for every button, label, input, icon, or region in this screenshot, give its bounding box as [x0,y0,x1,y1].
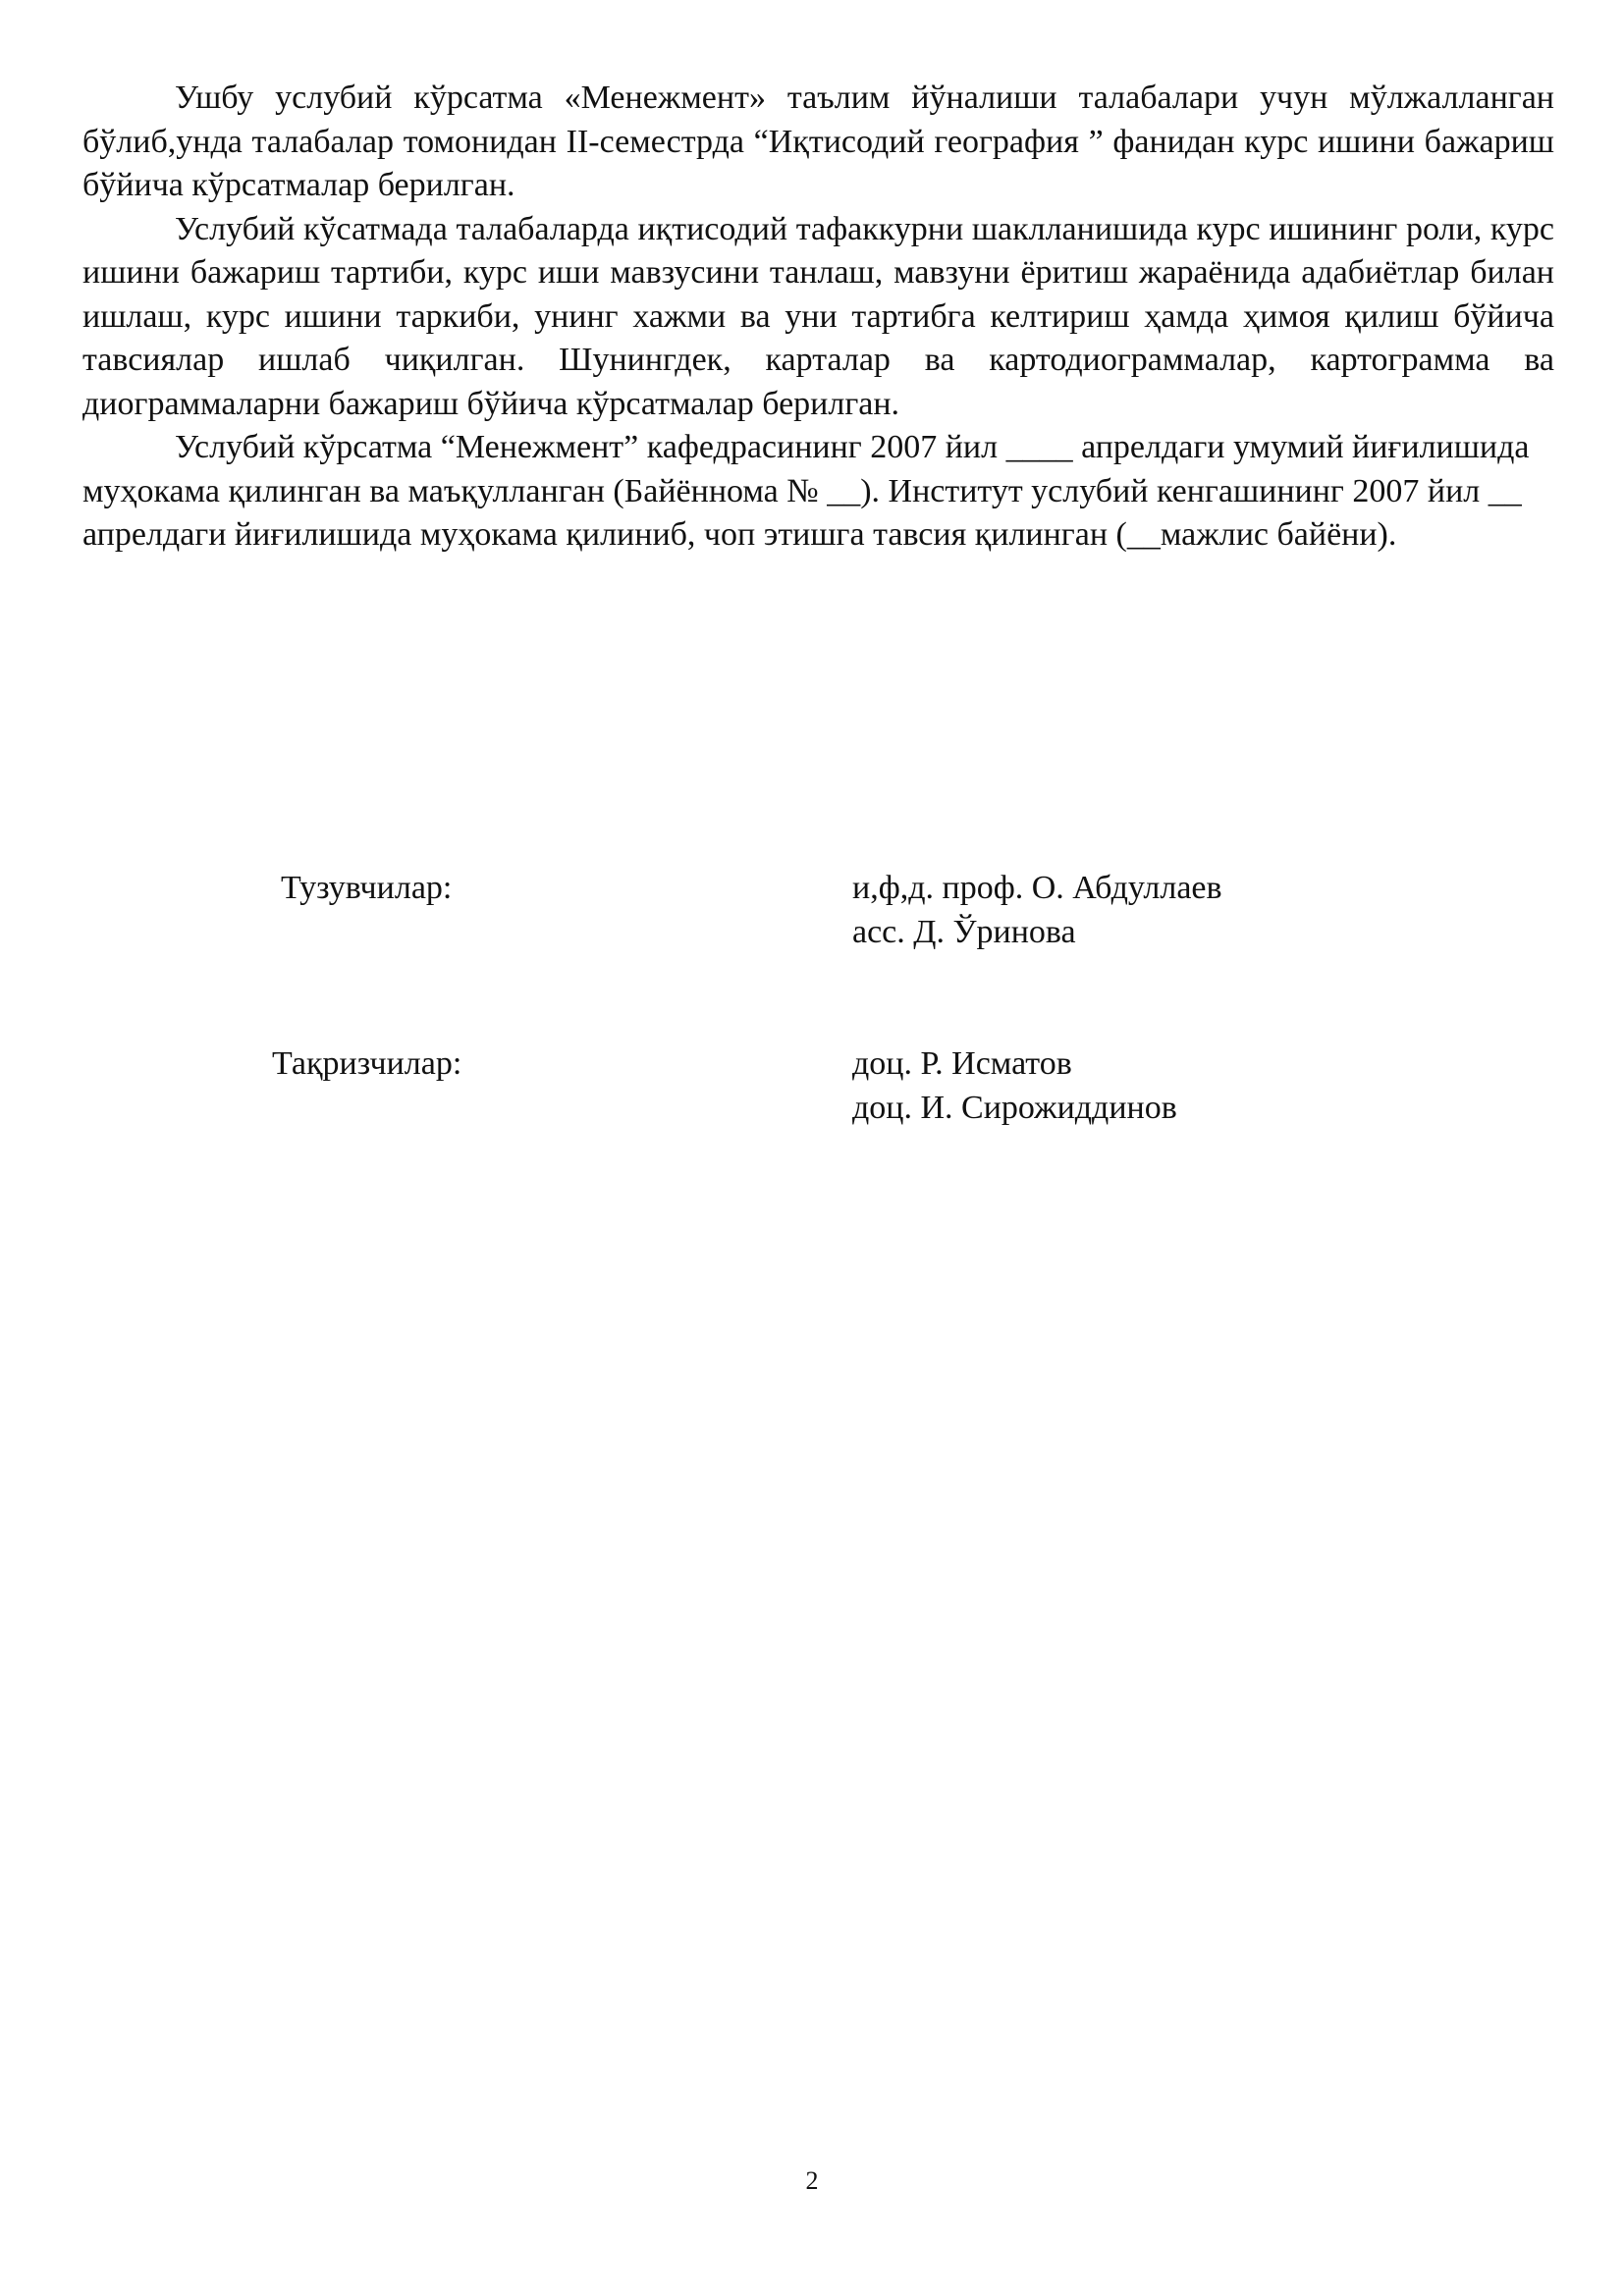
approval-paragraph: Услубий кўрсатма “Менежмент” кафедрасининг 2007 йил ____ апрелдаги умумий йиғилишида муҳокама қилинган ва маъқулланган (Байённома № __). Институт услубий кенгашининг 2007 йил __ апрелдаги йиғилишида муҳокама қилиниб, чоп этишга тавсия қилинган (__мажлис байёни). [82,429,1530,553]
reviewers-label: Тақризчилар: [272,1045,462,1082]
intro-paragraph: Ушбу услубий кўрсатма «Менежмент» таълим йўналиши талабалари учун мўлжалланган бўлиб,унда талабалар томонидан II-семестрда “Иқтисодий география ” фанидан курс ишини бажариш бўйича кўрсатмалар берилган. [82,80,1554,203]
compiler-name: и,ф,д. проф. О. Абдуллаев [852,870,1222,906]
compilers-names [852,867,1222,954]
compiler-name: асс. Д. Ўринова [852,913,1076,950]
compilers-label: Тузувчилар: [281,870,453,906]
document-body [82,77,1554,558]
reviewer-name: доц. Р. Исматов [852,1045,1072,1082]
page-number: 2 [805,2166,819,2195]
reviewers-names [852,1042,1177,1130]
reviewer-name: доц. И. Сирожиддинов [852,1089,1177,1126]
description-paragraph: Услубий кўсатмада талабаларда иқтисодий тафаккурни шаклланишида курс ишининг роли, курс ишини бажариш тартиби, курс иши мавзусини танлаш, мавзуни ёритиш жараёнида адабиётлар билан ишлаш, курс ишини таркиби, унинг хажми ва уни тартибга келтириш ҳамда ҳимоя қилиш бўйича тавсиялар ишлаб чиқилган. Шунингдек, карталар ва картодиограммалар, картограмма ва диограммаларни бажариш бўйича кўрсатмалар берилган. [82,210,1554,422]
